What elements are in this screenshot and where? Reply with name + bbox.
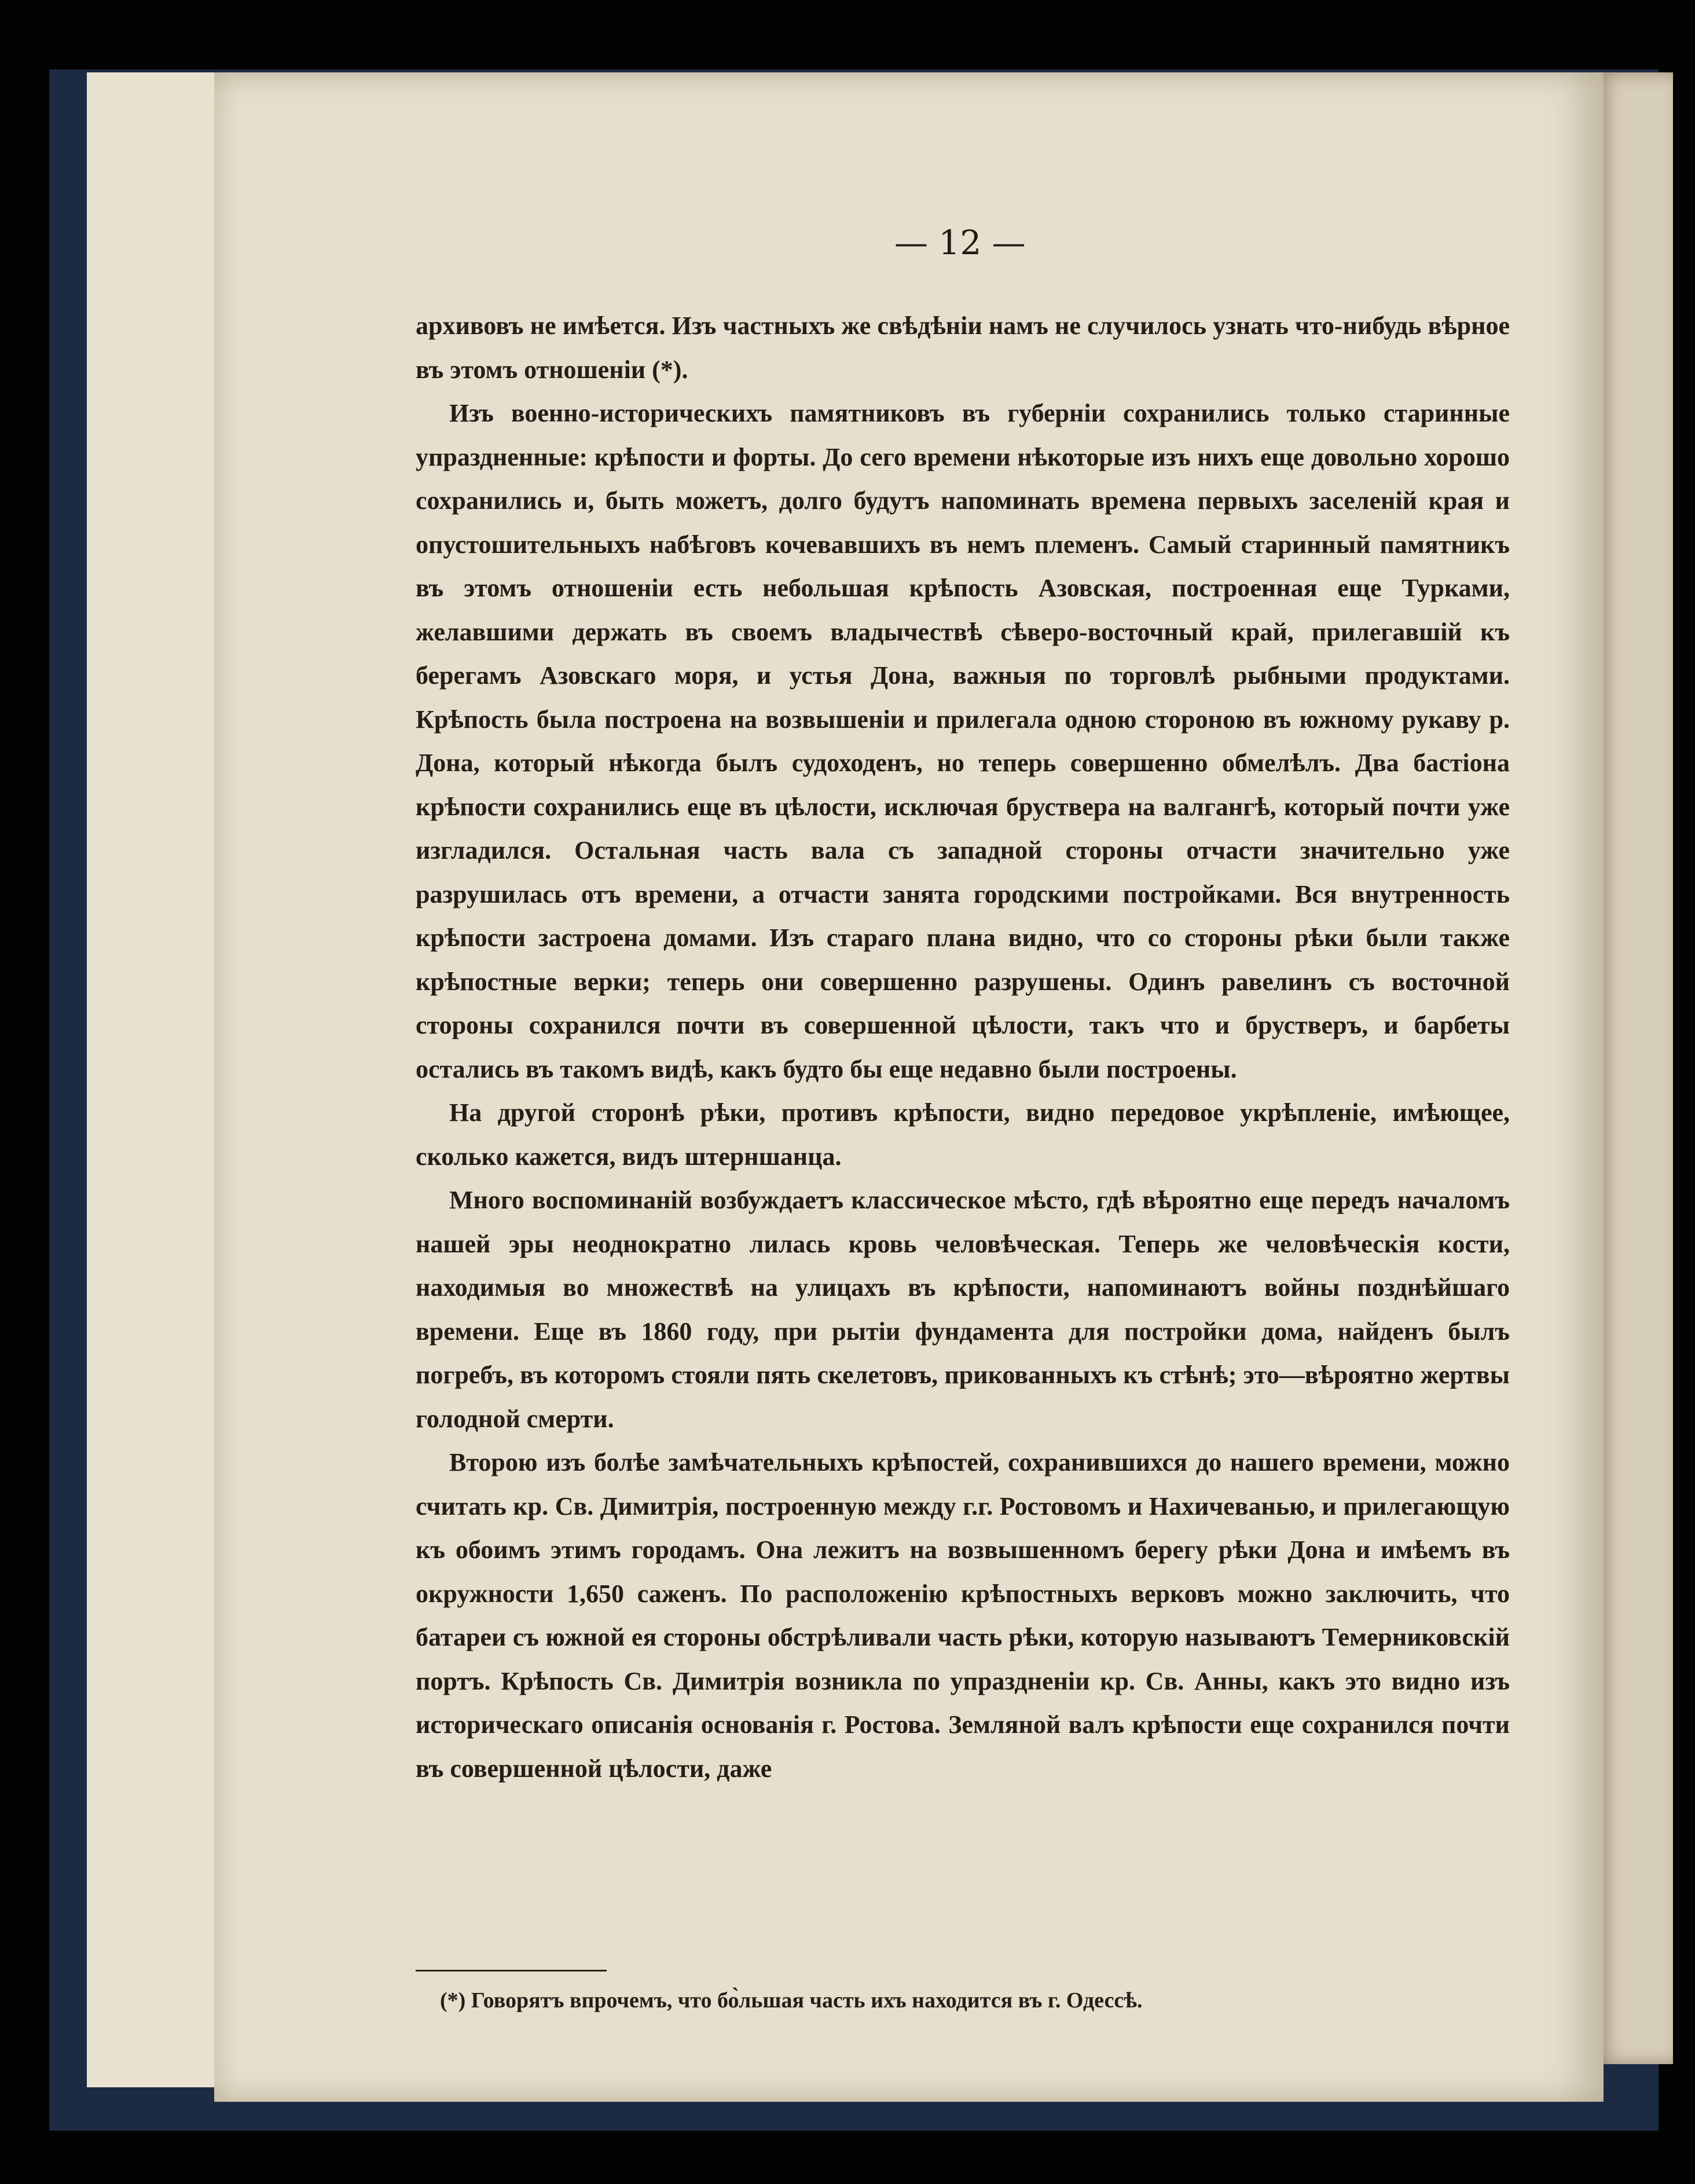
paragraph-2: Изъ военно-историческихъ памятниковъ въ губерніи сохранились только старинные упраздненные: крѣпости и форты. До сего времени нѣкоторые изъ нихъ еще довольно хорошо сохранились и, быть можетъ, долго будутъ напоминать времена первыхъ заселеній края и опустошительныхъ набѣговъ кочевавшихъ въ немъ племенъ. Самый старинный памятникъ въ этомъ отношеніи есть небольшая крѣпость Азовская, построенная еще Турками, желавшими держать въ своемъ владычествѣ сѣверо-восточный край, прилегавшій къ берегамъ Азовскаго моря, и устья Дона, важныя по торговлѣ рыбными продуктами. Крѣпость была построена на возвышеніи и прилегала одною стороною въ южному рукаву р. Дона, который нѣкогда былъ судоходенъ, но теперь совершенно обмелѣлъ. Два бастіона крѣпости сохранились еще въ цѣлости, исключая бруствера на валгангѣ, который почти уже изгладился. Остальная часть вала съ западной стороны отчасти значительно уже разрушилась отъ времени, а отчасти занята городскими постройками. Вся внутренность крѣпости застроена домами. Изъ стараго плана видно, что со стороны рѣки были также крѣпостные верки; теперь они совершенно разрушены. Одинъ равелинъ съ восточной стороны сохранился почти въ совершенной цѣлости, такъ что и брустверъ, и барбеты остались въ такомъ видѣ, какъ будто бы еще недавно были построены. [416,399,1510,1083]
page-number: — 12 — [894,223,1026,262]
paragraph-3: На другой сторонѣ рѣки, противъ крѣпости, видно передовое укрѣпленіе, имѣющее, сколько кажется, видъ штерншанца. [416,1098,1510,1171]
paragraph-4: Много воспоминаній возбуждаетъ классическое мѣсто, гдѣ вѣроятно еще передъ началомъ нашей эры неоднократно лилась кровь человѣческая. Теперь же человѣческія кости, находимыя во множествѣ на улицахъ въ крѣпости, напоминаютъ войны позднѣйшаго времени. Еще въ 1860 году, при рытіи фундамента для постройки дома, найденъ былъ погребъ, въ которомъ стояли пять скелетовъ, прикованныхъ къ стѣнѣ; это—вѣроятно жертвы голодной смерти. [416,1186,1510,1433]
left-flyleaf-page [87,72,222,2087]
body-text [416,304,1510,1790]
paragraph-1: архивовъ не имѣется. Изъ частныхъ же свѣдѣніи намъ не случилось узнать что-нибудь вѣрное въ этомъ отношеніи (*). [416,312,1510,384]
footnote: (*) Говорятъ впрочемъ, что бо̀льшая часть ихъ находится въ г. Одессѣ. [440,1988,1143,2013]
footnote-divider [416,1970,607,1972]
paragraph-5: Второю изъ болѣе замѣчательныхъ крѣпостей, сохранившихся до нашего времени, можно считать кр. Св. Димитрія, построенную между г.г. Ростовомъ и Нахичеванью, и прилегающую къ обоимъ этимъ городамъ. Она лежитъ на возвышенномъ берегу рѣки Дона и имѣемъ въ окружности 1,650 саженъ. По расположенію крѣпостныхъ верковъ можно заключить, что батареи съ южной ея стороны обстрѣливали часть рѣки, которую называютъ Темерниковскій портъ. Крѣпость Св. Димитрія возникла по упраздненіи кр. Св. Анны, какъ это видно изъ историческаго описанія основанія г. Ростова. Земляной валъ крѣпости еще сохранился почти въ совершенной цѣлости, даже [416,1448,1510,1783]
next-page-edge [1598,72,1673,2064]
